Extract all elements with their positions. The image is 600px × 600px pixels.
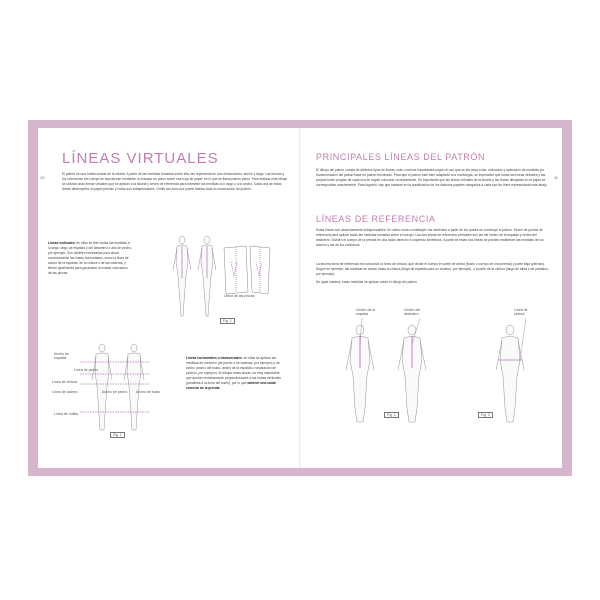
right-fig3-caption: Fig. 3: [478, 412, 493, 418]
horizontal-lines-paragraph: Líneas horizontales o transversales: en ellas se aplican las medidas de contorno (de pecho o de caderas, por ejemplo) y de ancho (ancho del busto, ancho de la espalda o separación de pechos, por ejemplo). Al dibujar estas líneas, es muy importante que queden estrictamente perpendiculares a las líneas verticales (paralelas a la línea del suelo), por lo que obtener una caída correcta de la prenda.: [186, 356, 281, 390]
reference-text-1: Estas líneas son absolutamente indispensables. En cierto modo constituyen los cimientos a partir de los cuales se construye el patrón. Sirven de puntos de referencia para aplicar todas las medidas tomadas sobre el cuerpo. Las dos líneas de referencia verticales son las del centro de la espalda y centro del delantero. Dividen el cuerpo de la prenda en dos lados derecho e izquierdo simétricos. A partir de estas dos líneas se pueden establecer las medidas de los anchos y las de los contornos.: [316, 228, 544, 247]
left-page-title: LÍNEAS VIRTUALES: [62, 150, 219, 167]
right-page-title: PRINCIPALES LÍNEAS DEL PATRÓN: [316, 152, 486, 162]
fig2-label-pecho: Línea de pecho: [74, 368, 99, 372]
fig2-label-ancho-pecho: Ancho de pecho: [102, 390, 128, 394]
reference-figures: [330, 304, 550, 424]
fig2-caption: Fig. 2: [110, 432, 125, 438]
right-fig1-caption: Fig. 1: [384, 412, 399, 418]
left-page: [38, 128, 300, 468]
label-centro-espalda: Centro de la espalda: [356, 308, 376, 316]
reference-text-3: De igual manera, estas medidas se aplican sobre el dibujo del patrón.: [316, 280, 418, 284]
right-intro-text: El dibujo del patrón consta de distintos tipos de líneas, más o menos importantes según el uso que se les vaya a dar: indicación y aplicación de medidas y/o transformación del patrón base en patrón terminado. Para que el patrón esté bien adaptado a la morfología, es imperativo que todas las líneas virtuales y las proporciones propias de cada una se hayan colocado correctamente. Es importante que las líneas virtuales de la silueta y las líneas dibujadas en el papel se correspondan exactamente. Para lograrlo, hay que basarse en la clasificación de los distintos papeles otorgados a cada tipo de línea representada más abajo.: [316, 168, 548, 187]
fig2-label-ancho-busto: Ancho de busto: [136, 390, 161, 394]
fig1-caption: Fig. 1: [220, 318, 235, 324]
label-linea-cintura: Línea de cintura: [514, 308, 528, 316]
fig2-label-rodilla: Línea de rodilla: [54, 412, 78, 416]
right-page: [300, 128, 562, 468]
fig2-label-cintura: Línea de cintura: [52, 380, 78, 384]
fig2-label-cadera: Línea de cadera: [52, 390, 78, 394]
left-page-number: 10: [40, 175, 45, 180]
reference-lines-title: LÍNEAS DE REFERENCIA: [316, 214, 436, 224]
vertical-lines-paragraph: Líneas verticales: en ellas se leen todas las medidas a lo largo: largo de espalda y del delantero o alto de pecho, por ejemplo. Son también necesarias para situar correctamente las líneas horizontales, como la línea de ancho de la espalda, de la cintura o de las caderas, y tienen igualmente para garantizar la exacta colocación de las pinzas.: [48, 241, 132, 275]
label-centro-delantero: Centro del delantero: [404, 308, 421, 316]
left-intro-text: El patrón es una huella exacta de la silueta. A partir de las medidas tomadas sobre ella, las representa en dos dimensiones: ancho y largo. Las formas y los volúmenes del cuerpo se reproducen mediante un trazado en plano sobre una hoja de papel: es lo que se llama patrón plano. Para realizar este dibujo se utilizan unas líneas virtuales que se aplican a la silueta y sirven de referencia para transferir las medidas a lo largo y a lo ancho. Cada una de estas líneas desempeña un papel preciso y todas son indispensables. Omitir tan solo una puede falsear toda la construcción del patrón.: [62, 172, 288, 191]
page-gutter: [299, 128, 301, 468]
right-page-number: 11: [554, 175, 559, 180]
fig2-label-ancho-espalda: Ancho de espalda: [54, 352, 69, 360]
prim-label: Ubico de las pinzas: [224, 294, 255, 298]
reference-text-2: La tercera línea de referencia es horizontal: la línea de cintura, que divide el cuerpo en parte de arriba (busto o cuerpo de una prenda) y parte baja (piernas). Según se necesite, las medidas se toman hasta la cintura (largo de espalda para un chaleco, por ejemplo), o a partir de la cintura (largo de falda o de pantalón, por ejemplo).: [316, 262, 549, 276]
fig1-illustration: [166, 232, 296, 322]
